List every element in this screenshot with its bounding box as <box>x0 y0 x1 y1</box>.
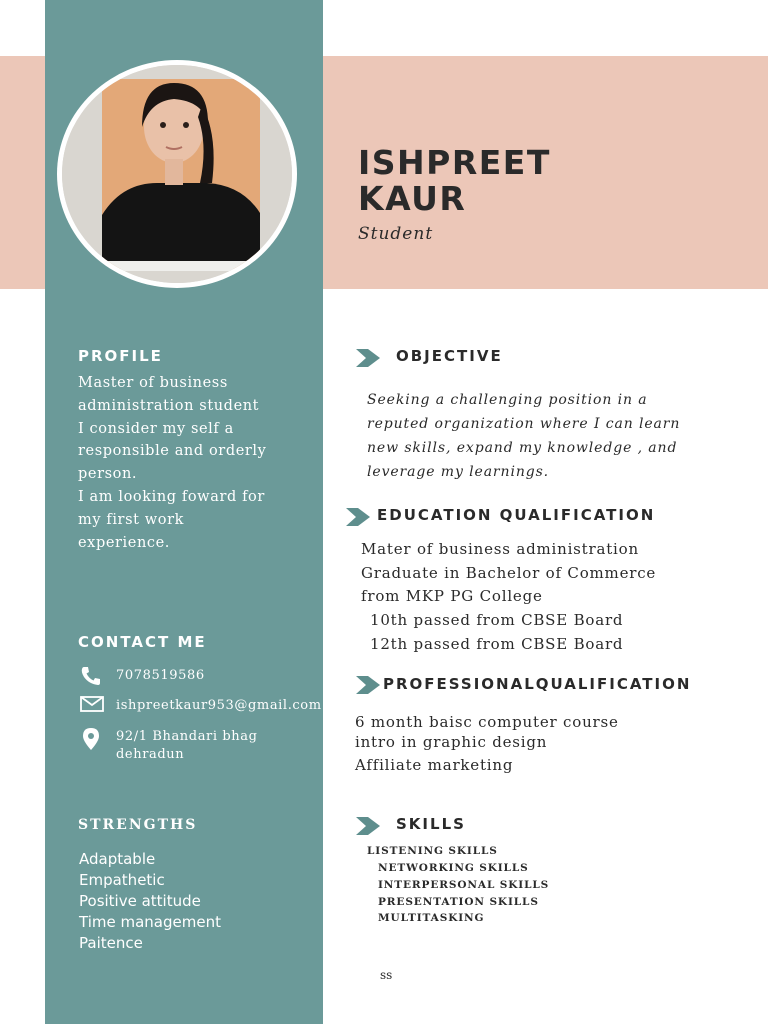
education-line: 10th passed from CBSE Board <box>370 611 624 629</box>
professional-line: Affiliate marketing <box>355 756 514 774</box>
skill-item: INTERPERSONAL SKILLS <box>378 879 550 891</box>
strength-item: Positive attitude <box>79 892 201 910</box>
education-arrow-icon <box>346 508 372 526</box>
strengths-list <box>79 849 221 954</box>
location-pin-icon <box>80 727 106 757</box>
strength-item: Adaptable <box>79 850 156 868</box>
profile-photo <box>62 65 292 283</box>
education-line: Mater of business administration <box>361 540 639 558</box>
profile-line: administration student <box>78 397 260 414</box>
professional-arrow-icon <box>356 676 382 694</box>
objective-line: reputed organization where I can learn <box>367 416 681 432</box>
education-line: 12th passed from CBSE Board <box>370 635 624 653</box>
professional-line: intro in graphic design <box>355 733 548 751</box>
email-address: ishpreetkaur953@gmail.com <box>116 698 322 713</box>
candidate-name <box>358 145 618 217</box>
strength-item: Paitence <box>79 934 143 952</box>
education-line: Graduate in Bachelor of Commerce <box>361 564 657 582</box>
address-line: 92/1 Bhandari bhag <box>116 729 258 744</box>
candidate-title: Student <box>358 224 434 244</box>
phone-icon <box>80 666 106 692</box>
mail-icon <box>80 696 106 718</box>
skill-item: MULTITASKING <box>378 912 485 924</box>
professional-heading: PROFESSIONALQUALIFICATION <box>383 675 692 693</box>
profile-line: experience. <box>78 534 171 551</box>
education-line: from MKP PG College <box>361 587 543 605</box>
name-last: KAUR <box>358 179 467 218</box>
education-heading: EDUCATION QUALIFICATION <box>377 506 656 524</box>
skill-item: PRESENTATION SKILLS <box>378 896 539 908</box>
skills-arrow-icon <box>356 817 382 835</box>
objective-heading: OBJECTIVE <box>396 347 503 365</box>
profile-line: Master of business <box>78 375 228 391</box>
footer-note: ss <box>380 968 393 982</box>
professional-line: 6 month baisc computer course <box>355 713 619 731</box>
contact-heading: CONTACT ME <box>78 633 207 651</box>
objective-line: leverage my learnings. <box>367 464 550 480</box>
skill-item: LISTENING SKILLS <box>367 845 498 857</box>
address-line: dehradun <box>116 747 185 762</box>
profile-line: person. <box>78 466 138 483</box>
objective-arrow-icon <box>356 349 382 367</box>
strengths-heading: STRENGTHS <box>78 817 198 833</box>
profile-line: responsible and orderly <box>78 443 267 460</box>
contact-address <box>80 728 320 764</box>
profile-line: I consider my self a <box>78 420 234 437</box>
skills-heading: SKILLS <box>396 815 466 833</box>
objective-text <box>367 388 727 484</box>
profile-text <box>78 372 318 554</box>
skill-item: NETWORKING SKILLS <box>378 862 529 874</box>
objective-line: Seeking a challenging position in a <box>367 392 648 408</box>
contact-email <box>80 697 320 718</box>
strength-item: Time management <box>79 913 221 931</box>
profile-line: I am looking foward for <box>78 488 265 505</box>
portrait-image <box>62 65 292 283</box>
strength-item: Empathetic <box>79 871 165 889</box>
objective-line: new skills, expand my knowledge , and <box>367 440 678 456</box>
profile-line: my first work <box>78 511 185 528</box>
name-first: ISHPREET <box>358 143 551 182</box>
contact-phone <box>80 667 320 692</box>
phone-number: 7078519586 <box>116 668 205 683</box>
profile-heading: PROFILE <box>78 347 163 365</box>
